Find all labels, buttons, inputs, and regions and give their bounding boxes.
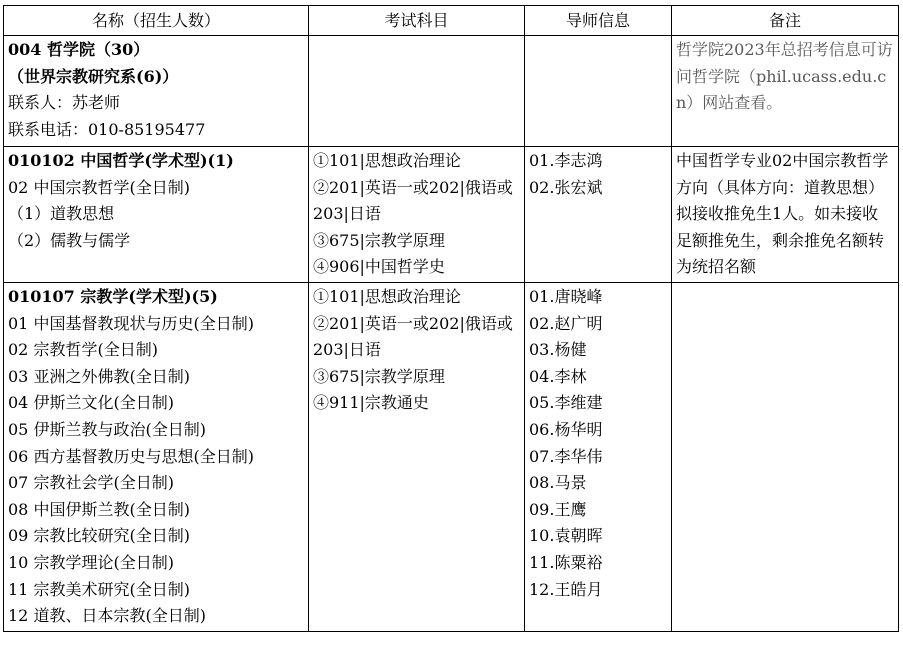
direction-item: 12 道教、日本宗教(全日制) xyxy=(8,606,206,626)
cell-name xyxy=(4,36,309,147)
direction-item: 07 宗教社会学(全日制) xyxy=(8,473,174,493)
cell-advisors xyxy=(525,147,672,283)
cell-advisors xyxy=(525,283,672,632)
major-title: 010107 宗教学(学术型)(5) xyxy=(8,287,218,306)
advisor-item: 07.李华伟 xyxy=(529,446,603,466)
advisor-item: 12.王皓月 xyxy=(529,579,603,599)
advisor-item: 10.袁朝晖 xyxy=(529,526,603,546)
direction-item: 06 西方基督教历史与思想(全日制) xyxy=(8,446,254,466)
direction-item: 01 中国基督教现状与历史(全日制) xyxy=(8,313,254,333)
cell-subjects xyxy=(309,283,525,632)
exam-subject: ③675|宗教学原理 xyxy=(313,366,445,386)
exam-subject: ④906|中国哲学史 xyxy=(313,257,445,277)
department-subtitle: （世界宗教研究系(6)） xyxy=(8,66,179,86)
direction-item: 03 亚洲之外佛教(全日制) xyxy=(8,366,190,386)
cell-name xyxy=(4,147,309,283)
note-text: 哲学院2023年总招考信息可访问哲学院（phil.ucass.edu.cn）网站查看。 xyxy=(676,40,893,113)
direction-subitem: （2）儒教与儒学 xyxy=(8,230,131,250)
exam-subject: ④911|宗教通史 xyxy=(313,393,429,413)
table-row xyxy=(4,147,899,283)
header-notes: 备注 xyxy=(672,6,899,36)
advisor-item: 01.李志鸿 xyxy=(529,151,603,170)
direction-item: 05 伊斯兰教与政治(全日制) xyxy=(8,419,206,439)
direction-item: 02 中国宗教哲学(全日制) xyxy=(8,177,190,197)
header-advisors: 导师信息 xyxy=(525,6,672,36)
cell-note xyxy=(672,147,899,283)
table-row xyxy=(4,36,899,147)
advisor-item: 05.李维建 xyxy=(529,393,603,413)
major-title: 010102 中国哲学(学术型)(1) xyxy=(8,151,234,170)
direction-item: 10 宗教学理论(全日制) xyxy=(8,552,174,572)
advisor-item: 06.杨华明 xyxy=(529,419,603,439)
contact-person: 联系人：苏老师 xyxy=(8,93,121,113)
advisor-item: 08.马景 xyxy=(529,473,587,493)
cell-subjects xyxy=(309,36,525,147)
direction-item: 02 宗教哲学(全日制) xyxy=(8,340,158,360)
admissions-table xyxy=(3,5,899,632)
cell-note xyxy=(672,36,899,147)
advisor-item: 01.唐晓峰 xyxy=(529,287,603,306)
cell-subjects xyxy=(309,147,525,283)
exam-subject: ②201|英语一或202|俄语或203|日语 xyxy=(313,313,513,360)
advisor-item: 09.王鹰 xyxy=(529,499,587,519)
advisor-item: 04.李林 xyxy=(529,366,587,386)
direction-item: 09 宗教比较研究(全日制) xyxy=(8,526,190,546)
direction-item: 04 伊斯兰文化(全日制) xyxy=(8,393,174,413)
advisor-item: 02.赵广明 xyxy=(529,313,603,333)
exam-subject: ②201|英语一或202|俄语或203|日语 xyxy=(313,177,513,224)
table-header-row xyxy=(4,6,899,36)
direction-item: 08 中国伊斯兰教(全日制) xyxy=(8,499,190,519)
cell-note xyxy=(672,283,899,632)
cell-advisors xyxy=(525,36,672,147)
advisor-item: 03.杨健 xyxy=(529,340,587,360)
exam-subject: ③675|宗教学原理 xyxy=(313,230,445,250)
advisor-item: 11.陈粟裕 xyxy=(529,552,603,572)
cell-name xyxy=(4,283,309,632)
department-title: 004 哲学院（30） xyxy=(8,40,150,59)
table-row xyxy=(4,283,899,632)
exam-subject: ①101|思想政治理论 xyxy=(313,287,461,306)
header-subjects: 考试科目 xyxy=(309,6,525,36)
note-text: 中国哲学专业02中国宗教哲学方向（具体方向：道教思想）拟接收推免生1人。如未接收足额推免生，剩余推免名额转为统招名额 xyxy=(676,151,889,277)
admissions-table-wrapper xyxy=(3,5,898,632)
exam-subject: ①101|思想政治理论 xyxy=(313,151,461,170)
direction-item: 11 宗教美术研究(全日制) xyxy=(8,579,190,599)
contact-phone: 联系电话：010-85195477 xyxy=(8,119,206,139)
direction-subitem: （1）道教思想 xyxy=(8,204,115,224)
header-name: 名称（招生人数） xyxy=(4,6,309,36)
advisor-item: 02.张宏斌 xyxy=(529,177,603,197)
